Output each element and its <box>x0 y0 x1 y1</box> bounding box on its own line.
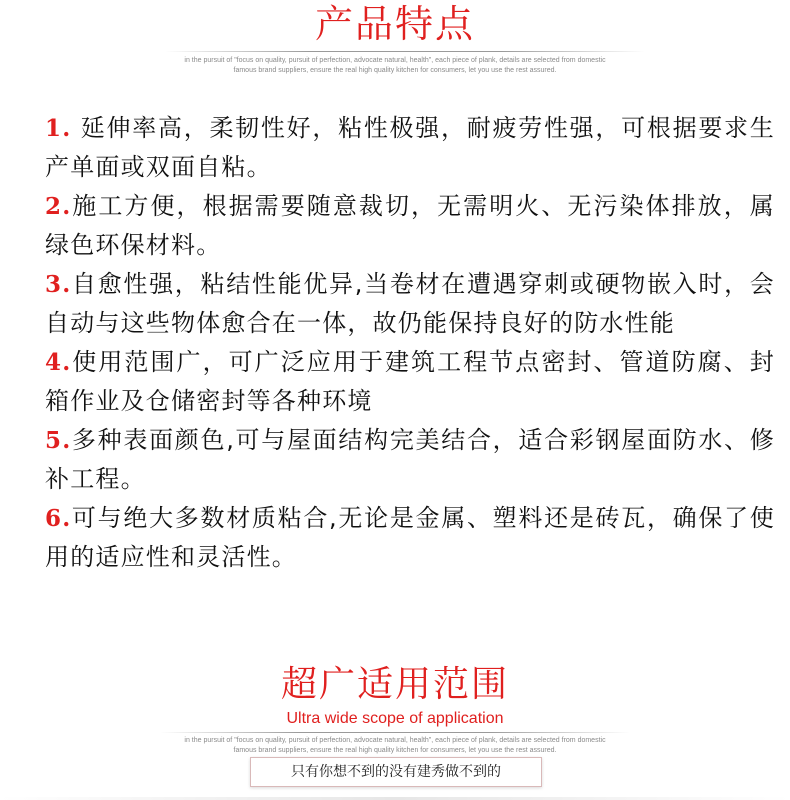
title-divider <box>160 732 630 733</box>
section-title-product-features: 产品特点 <box>314 2 475 46</box>
feature-text: 可与绝大多数材质粘合,无论是金属、塑料还是砖瓦，确保了使用的适应性和灵活性。 <box>45 504 775 571</box>
fine-print-line: in the pursuit of "focus on quality, pursuit of perfection, advocate natural, health", each piece of plank, details are selected from domestic <box>184 57 606 64</box>
feature-text: 自愈性强，粘结性能优异,当卷材在遭遇穿刺或硬物嵌入时，会自动与这些物体愈合在一体，故仍能保持良好的防水性能 <box>45 270 775 337</box>
feature-text: 延伸率高，柔韧性好，粘性极强，耐疲劳性强，可根据要求生产单面或双面自粘。 <box>45 114 775 181</box>
feature-number: 1. <box>45 115 72 142</box>
section-fine-print <box>0 736 790 756</box>
slogan-box: 只有你想不到的没有建秀做不到的 <box>250 757 542 787</box>
feature-number: 4. <box>45 349 72 376</box>
section-title-application-scope: 超广适用范围 <box>280 664 509 705</box>
feature-list <box>45 109 775 577</box>
feature-number: 6. <box>45 505 72 532</box>
title-divider <box>165 51 645 52</box>
feature-item <box>45 421 775 499</box>
feature-text: 使用范围广，可广泛应用于建筑工程节点密封、管道防腐、封箱作业及仓储密封等各种环境 <box>45 348 775 415</box>
feature-text: 多种表面颜色,可与屋面结构完美结合，适合彩钢屋面防水、修补工程。 <box>45 426 775 493</box>
fine-print-line: famous brand suppliers, ensure the real high quality kitchen for consumers, let you use the rest assured. <box>233 67 557 74</box>
feature-item <box>45 499 775 577</box>
section-fine-print <box>0 56 790 76</box>
fine-print-line: in the pursuit of "focus on quality, pursuit of perfection, advocate natural, health", each piece of plank, details are selected from domestic <box>184 737 606 744</box>
feature-text: 施工方便，根据需要随意裁切，无需明火、无污染体排放，属绿色环保材料。 <box>45 192 775 259</box>
feature-number: 5. <box>45 427 72 454</box>
feature-item <box>45 343 775 421</box>
feature-item <box>45 265 775 343</box>
feature-item <box>45 109 775 187</box>
section-subtitle: Ultra wide scope of application <box>286 710 504 727</box>
fine-print-line: famous brand suppliers, ensure the real high quality kitchen for consumers, let you use the rest assured. <box>233 747 557 754</box>
feature-item <box>45 187 775 265</box>
feature-number: 3. <box>45 271 72 298</box>
feature-number: 2. <box>45 193 72 220</box>
